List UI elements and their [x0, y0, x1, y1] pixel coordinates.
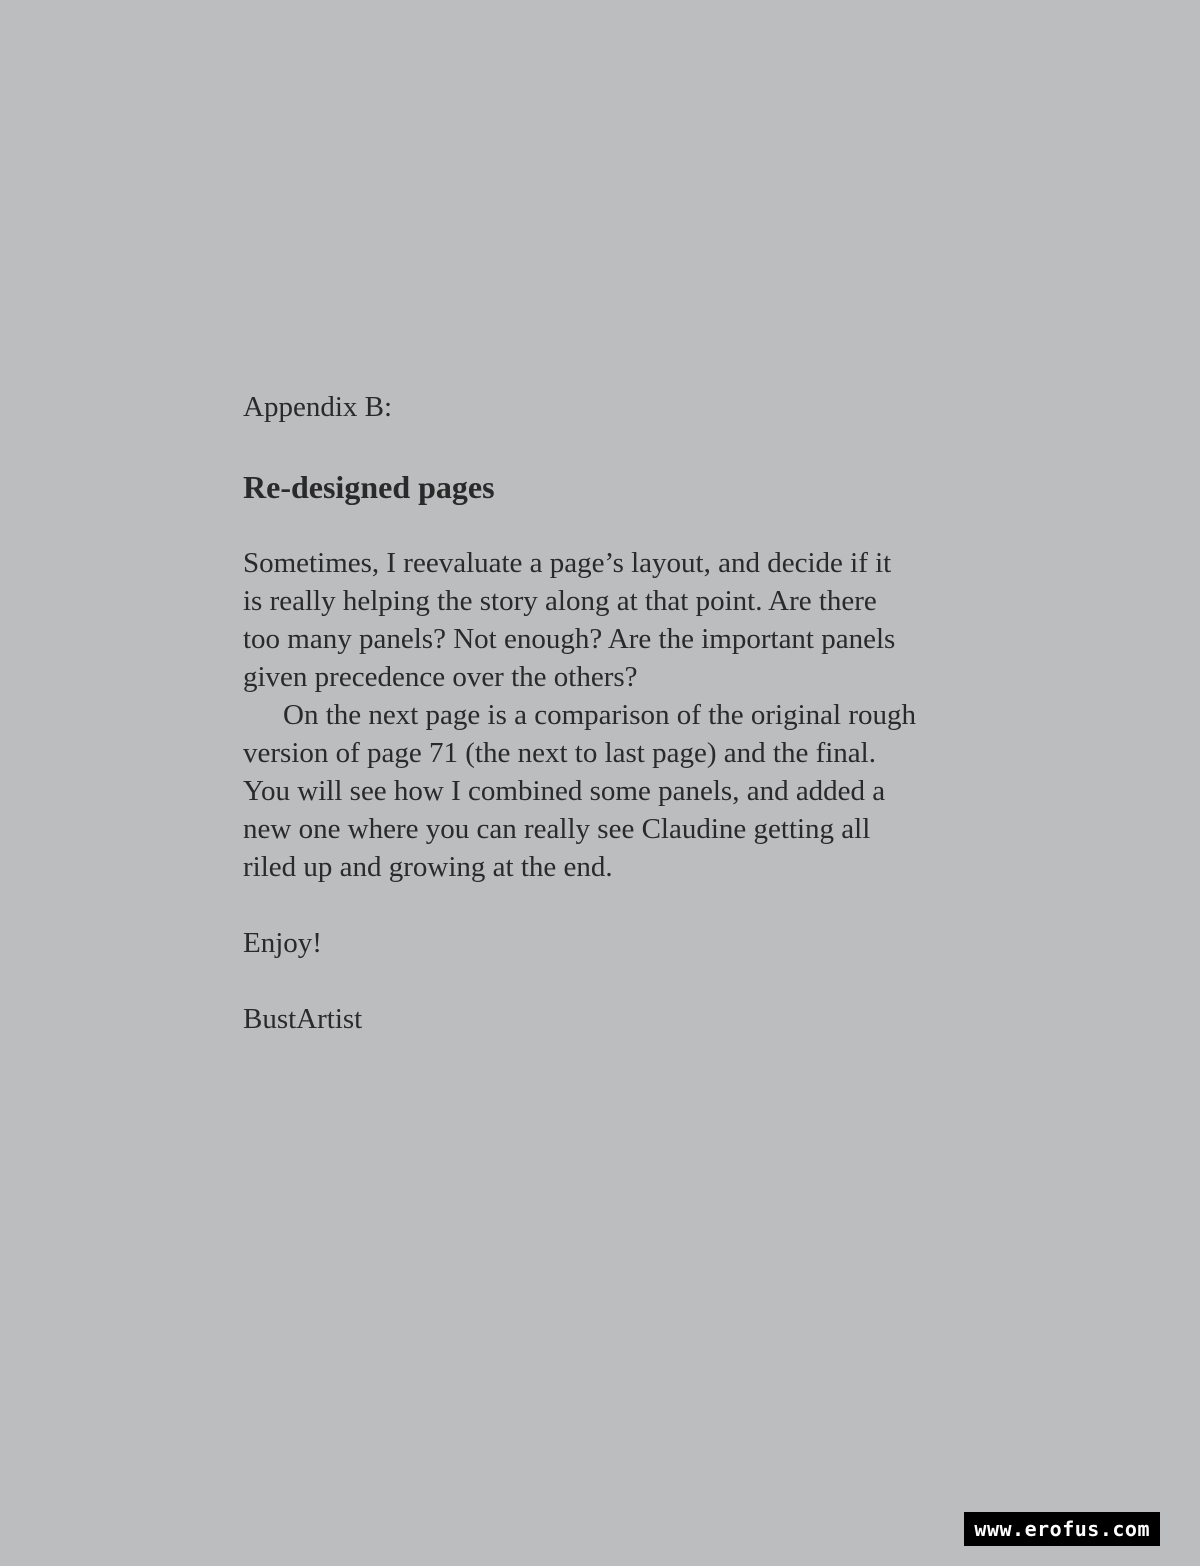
page-heading: Re-designed pages — [243, 469, 495, 505]
document-page — [243, 388, 1003, 1038]
paragraph-line: given precedence over the others? — [243, 661, 638, 693]
closing-line: Enjoy! — [243, 927, 322, 959]
author-signature: BustArtist — [243, 1003, 363, 1035]
comparison-paragraph — [243, 696, 1003, 886]
appendix-label: Appendix B: — [243, 391, 393, 423]
paragraph-line: version of page 71 (the next to last page) and the final. — [243, 737, 876, 769]
site-watermark: www.erofus.com — [964, 1512, 1160, 1546]
paragraph-line: new one where you can really see Claudine getting all — [243, 813, 871, 845]
paragraph-line: is really helping the story along at that point. Are there — [243, 585, 877, 617]
paragraph-line: On the next page is a comparison of the original rough — [283, 699, 917, 731]
intro-paragraph — [243, 544, 1003, 696]
paragraph-line: You will see how I combined some panels, and added a — [243, 775, 886, 807]
paragraph-line: Sometimes, I reevaluate a page’s layout, and decide if it — [243, 547, 892, 579]
paragraph-line: too many panels? Not enough? Are the important panels — [243, 623, 896, 655]
paragraph-line: riled up and growing at the end. — [243, 851, 613, 883]
